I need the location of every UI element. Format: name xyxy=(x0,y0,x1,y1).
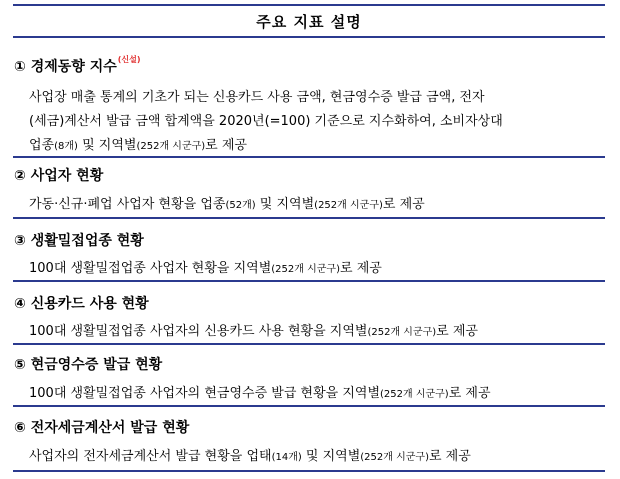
section-heading-3: ③ 생활밀접업종 현황 xyxy=(14,233,144,249)
section-heading-6: ⑥ 전자세금계산서 발급 현황 xyxy=(14,420,190,436)
section-1-line-1: 사업장 매출 통계의 기초가 되는 신용카드 사용 금액, 현금영수증 발급 금액, 전자 xyxy=(29,90,485,105)
section-heading-4: ④ 신용카드 사용 현황 xyxy=(14,296,149,312)
divider xyxy=(13,156,605,158)
section-6-line: 사업자의 전자세금계산서 발급 현황을 업태(14개) 및 지역별(252개 시군구)로 제공 xyxy=(29,449,471,464)
section-3-line: 100대 생활밀접업종 사업자 현황을 지역별(252개 시군구)로 제공 xyxy=(29,261,382,276)
page-title: 주요 지표 설명 xyxy=(256,12,362,31)
divider xyxy=(13,343,605,345)
section-heading-5: ⑤ 현금영수증 발급 현황 xyxy=(14,357,163,373)
divider xyxy=(13,217,605,219)
section-4-line: 100대 생활밀접업종 사업자의 신용카드 사용 현황을 지역별(252개 시군구)로 제공 xyxy=(29,324,478,339)
title-bar xyxy=(13,4,605,38)
section-1-line-2: (세금)계산서 발급 금액 합계액을 2020년(=100) 기준으로 지수화하여, 소비자상대 xyxy=(29,114,503,129)
divider xyxy=(13,280,605,282)
divider xyxy=(13,470,605,472)
section-1-line-3: 업종(8개) 및 지역별(252개 시군구)로 제공 xyxy=(29,138,247,153)
section-heading-1: ① 경제동향 지수$^{(신설)}$ xyxy=(14,55,141,75)
new-badge: (신설) xyxy=(117,55,141,64)
section-5-line: 100대 생활밀접업종 사업자의 현금영수증 발급 현황을 지역별(252개 시군구)로 제공 xyxy=(29,386,491,401)
divider xyxy=(13,405,605,407)
section-2-line: 가동·신규·폐업 사업자 현황을 업종(52개) 및 지역별(252개 시군구)로 제공 xyxy=(29,197,425,212)
section-heading-2: ② 사업자 현황 xyxy=(14,168,104,184)
